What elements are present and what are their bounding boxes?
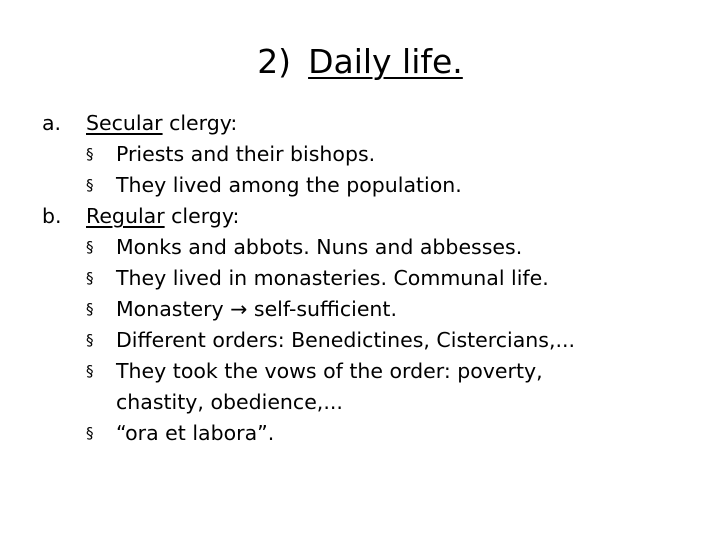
section-heading	[86, 201, 239, 232]
bullet-icon: §	[86, 331, 94, 349]
heading-rest: clergy:	[164, 204, 240, 228]
bullet-icon: §	[86, 145, 94, 163]
bullet-icon: §	[86, 269, 94, 287]
bullet-icon: §	[86, 424, 94, 442]
list-item-text: They lived in monasteries. Communal life.	[116, 266, 549, 290]
page-title	[0, 38, 720, 86]
list-letter: a.	[42, 111, 62, 135]
title-number: 2)	[257, 42, 292, 81]
list-item-text: “ora et labora”.	[116, 421, 275, 445]
bullet-icon: §	[86, 300, 94, 318]
heading-keyword: Regular	[86, 204, 165, 228]
bullet-icon: §	[86, 176, 94, 194]
list-item-text: They lived among the population.	[116, 173, 462, 197]
heading-rest: clergy:	[162, 111, 238, 135]
heading-keyword: Secular	[86, 111, 163, 135]
list-item-text: Monks and abbots. Nuns and abbesses.	[116, 235, 523, 259]
list-item-text: Monastery → self-sufficient.	[116, 297, 397, 321]
title-text: Daily life.	[308, 42, 463, 81]
list-item-text: They took the vows of the order: poverty,	[116, 359, 543, 383]
section-heading	[86, 108, 237, 139]
list-item-text: chastity, obedience,...	[116, 390, 343, 414]
list-item-text: Different orders: Benedictines, Cistercians,...	[116, 328, 576, 352]
bullet-icon: §	[86, 238, 94, 256]
list-letter: b.	[42, 204, 62, 228]
bullet-icon: §	[86, 362, 94, 380]
list-item-text: Priests and their bishops.	[116, 142, 376, 166]
